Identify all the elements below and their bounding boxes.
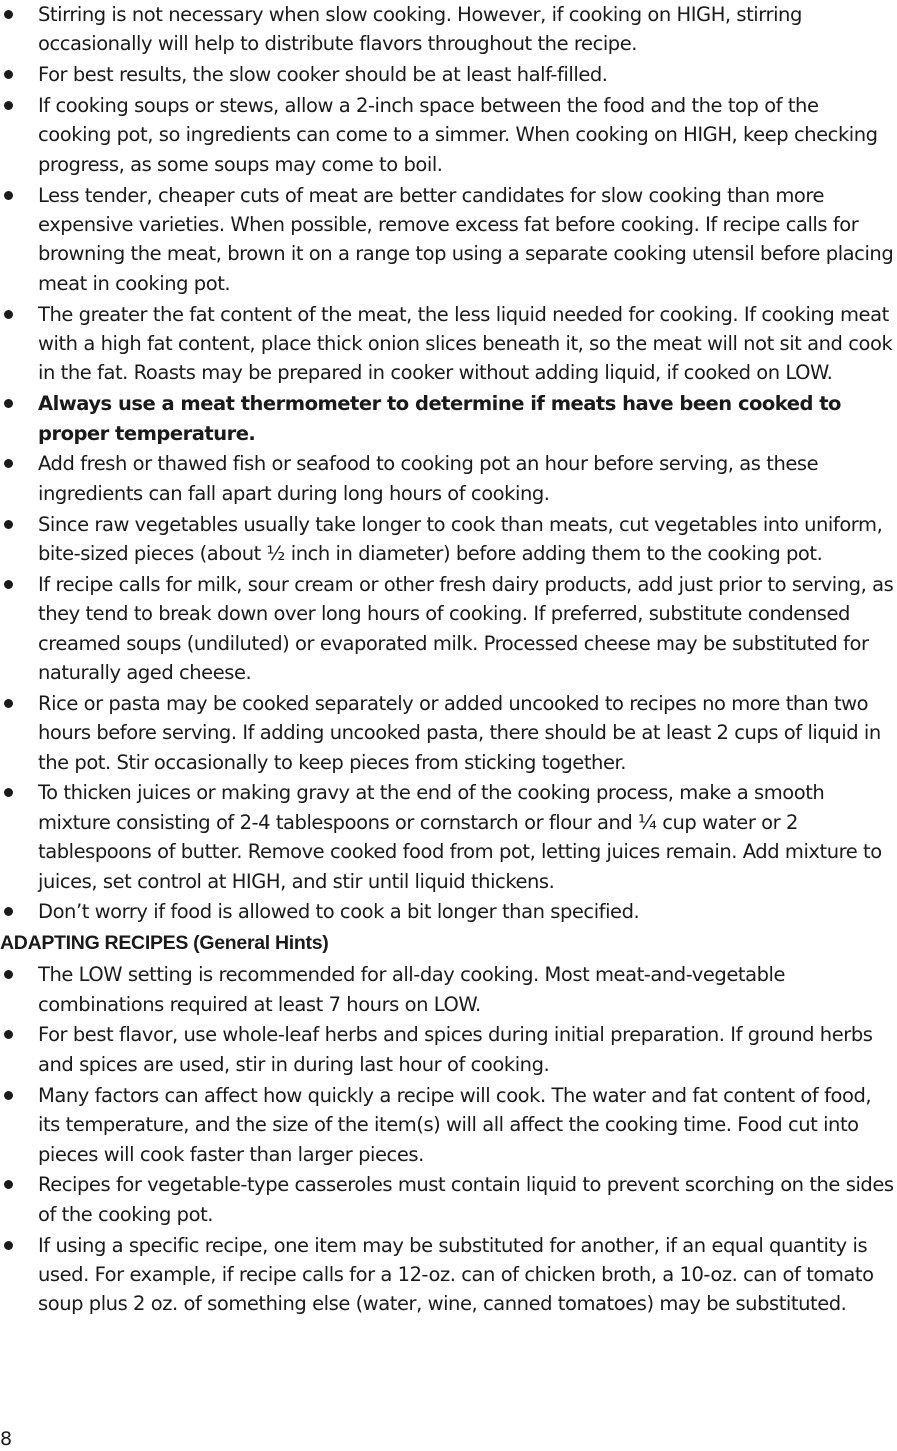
- list-item-text: The greater the fat content of the meat, the less liquid needed for cooking. If cooking meat with a high fat content, place thick onion slices beneath it, so the meat will not sit and cook in the fat. Roasts may be prepared in cooker without adding liquid, if cooked on LOW.: [38, 302, 893, 385]
- bullet-icon: [4, 970, 13, 979]
- list-item: [0, 1170, 897, 1229]
- bullet-icon: [4, 1241, 13, 1250]
- bullet-icon: [4, 10, 13, 19]
- bullet-icon: [4, 1091, 13, 1100]
- bullet-icon: [4, 788, 13, 797]
- list-item: [0, 778, 897, 896]
- bullet-icon: [4, 1030, 13, 1039]
- list-item-text: If recipe calls for milk, sour cream or other fresh dairy products, add just prior to serving, as they tend to break down over long hours of cooking. If preferred, substitute condensed creamed soups (undiluted) or evaporated milk. Processed cheese may be substituted for naturally aged cheese.: [38, 572, 894, 685]
- bullet-icon: [4, 699, 13, 708]
- list-item: [0, 0, 897, 59]
- list-item: [0, 570, 897, 688]
- list-item: [0, 60, 897, 89]
- bullet-icon: [4, 907, 13, 916]
- bullet-icon: [4, 459, 13, 468]
- adapting-recipes-list: [0, 960, 897, 1318]
- list-item-text: Less tender, cheaper cuts of meat are better candidates for slow cooking than more expensive varieties. When possible, remove excess fat before cooking. If recipe calls for browning the meat, brown it on a range top using a separate cooking utensil before placing meat in cooking pot.: [38, 183, 894, 295]
- list-item-text: Recipes for vegetable-type casseroles must contain liquid to prevent scorching on the sides of the cooking pot.: [38, 1173, 894, 1226]
- list-item-text: To thicken juices or making gravy at the end of the cooking process, make a smooth mixture consisting of 2-4 tablespoons or cornstarch or flour and ¼ cup water or 2 tablespoons of butter. Remove cooked food from pot, letting juices remain. Add mixture to juices, set control at HIGH, and stir until liquid thickens.: [38, 781, 882, 893]
- list-item-text: If using a specific recipe, one item may be substituted for another, if an equal quantity is used. For example, if recipe calls for a 12-oz. can of chicken broth, a 10-oz. can of tomato soup plus 2 oz. of something else (water, wine, canned tomatoes) may be substituted.: [38, 1233, 874, 1316]
- list-item-text: Stirring is not necessary when slow cooking. However, if cooking on HIGH, stirring occasionally will help to distribute flavors throughout the recipe.: [38, 3, 802, 56]
- bullet-icon: [4, 580, 13, 589]
- list-item-text: Always use a meat thermometer to determine if meats have been cooked to proper temperature.: [38, 392, 841, 445]
- bullet-icon: [4, 191, 13, 200]
- page-number: 8: [0, 1428, 13, 1450]
- list-item-text: For best results, the slow cooker should be at least half-filled.: [38, 63, 608, 87]
- list-item-text: Add fresh or thawed fish or seafood to cooking pot an hour before serving, as these ingredients can fall apart during long hours of cooking.: [38, 452, 819, 505]
- list-item-text: Many factors can affect how quickly a recipe will cook. The water and fat content of food, its temperature, and the size of the item(s) will all affect the cooking time. Food cut into pieces will cook faster than larger pieces.: [38, 1083, 872, 1166]
- section-heading: ADAPTING RECIPES (General Hints): [0, 932, 329, 955]
- bullet-icon: [4, 399, 13, 408]
- bullet-icon: [4, 70, 13, 79]
- bullet-icon: [4, 101, 13, 110]
- list-item: [0, 1020, 897, 1079]
- list-item-text: The LOW setting is recommended for all-day cooking. Most meat-and-vegetable combinations required at least 7 hours on LOW.: [38, 963, 786, 1016]
- list-item: [0, 449, 897, 508]
- bullet-icon: [4, 310, 13, 319]
- list-item: [0, 897, 897, 926]
- list-item-text: Rice or pasta may be cooked separately or added uncooked to recipes no more than two hours before serving. If adding uncooked pasta, there should be at least 2 cups of liquid in the pot. Stir occasionally to keep pieces from sticking together.: [38, 691, 881, 774]
- list-item-text: If cooking soups or stews, allow a 2-inch space between the food and the top of the cooking pot, so ingredients can come to a simmer. When cooking on HIGH, keep checking progress, as some soups may come to boil.: [38, 94, 878, 176]
- list-item: [0, 1081, 897, 1169]
- list-item-text: Since raw vegetables usually take longer to cook than meats, cut vegetables into uniform, bite-sized pieces (about ½ inch in diameter) before adding them to the cooking pot.: [38, 512, 883, 566]
- list-item: [0, 181, 897, 299]
- bullet-icon: [4, 520, 13, 529]
- list-item: [0, 689, 897, 777]
- list-item: [0, 960, 897, 1019]
- list-item-text: For best flavor, use whole-leaf herbs and spices during initial preparation. If ground herbs and spices are used, stir in during last hour of cooking.: [38, 1023, 873, 1076]
- list-item: [0, 300, 897, 388]
- list-item-text: Don’t worry if food is allowed to cook a bit longer than specified.: [38, 900, 640, 924]
- list-item: [0, 1231, 897, 1319]
- list-item: [0, 389, 897, 448]
- bullet-icon: [4, 1180, 13, 1189]
- list-item: [0, 91, 897, 179]
- list-item: [0, 510, 897, 569]
